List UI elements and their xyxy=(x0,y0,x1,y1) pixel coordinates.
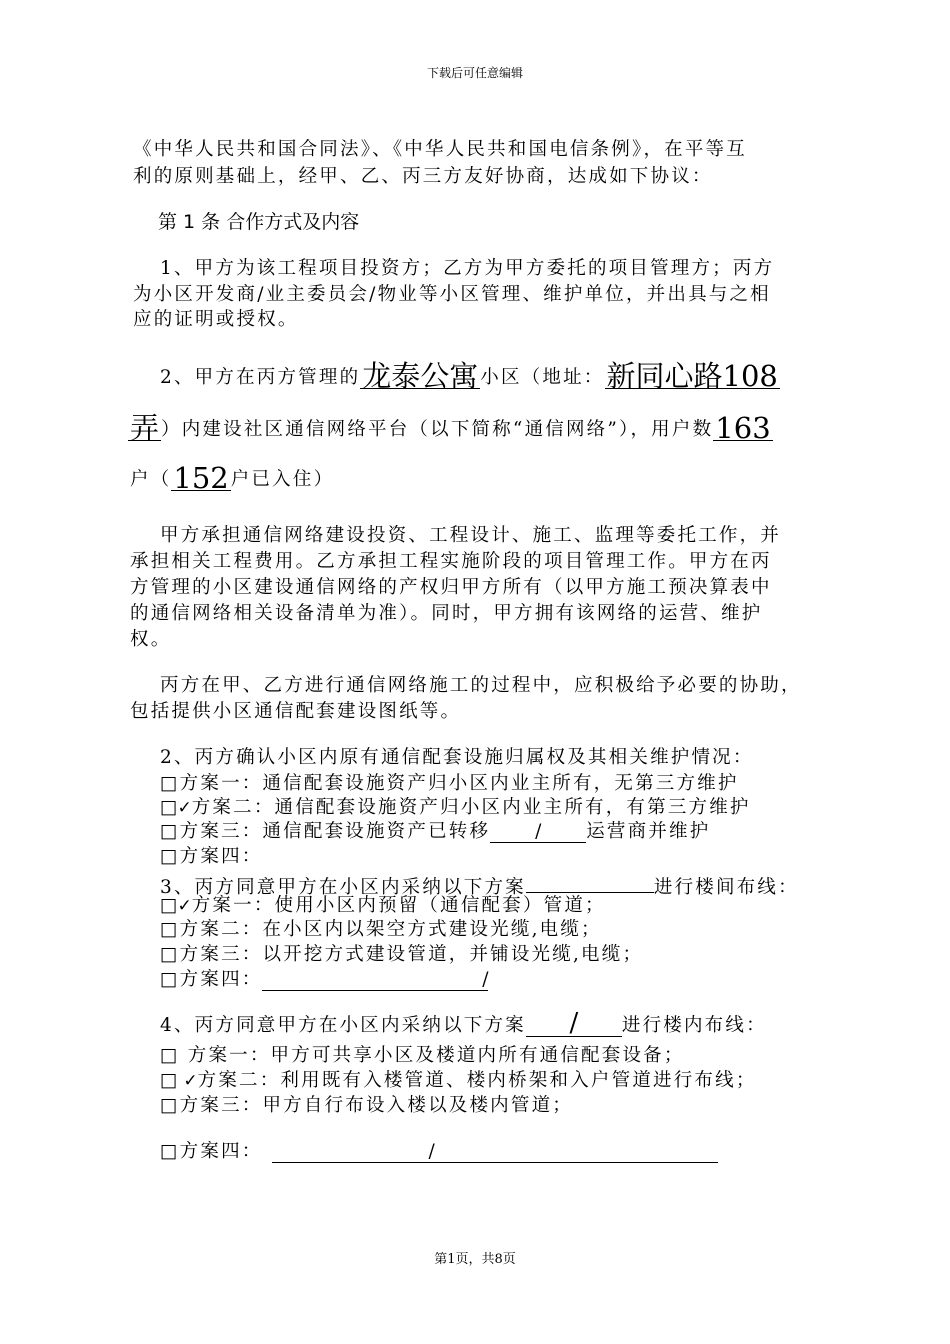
section2-option-4: □方案四： xyxy=(160,846,263,867)
section4-option-3: □方案三：甲方自行布设入楼以及楼内管道； xyxy=(160,1095,573,1116)
section3-option-4-text: □方案四： xyxy=(160,969,263,990)
page-footer: 第1页，共8页 xyxy=(434,1252,516,1267)
section3-title-pre: 3、丙方同意甲方在小区内采纳以下方案 xyxy=(160,877,526,898)
item2-prefix: 2、甲方在丙方管理的 xyxy=(160,367,361,388)
section2-option-2-text: 方案二：通信配套设施资产归小区内业主所有，有第三方维护 xyxy=(191,797,751,818)
section2-option-3-pre: □方案三：通信配套设施资产已转移 xyxy=(160,821,491,842)
occupied-count: 152 xyxy=(173,461,229,495)
item2-line-3 xyxy=(130,461,335,495)
intro-line-2: 利的原则基础上，经甲、乙、丙三方友好协商，达成如下协议： xyxy=(133,166,713,187)
section4-option-2-text: 方案二：利用既有入楼管道、楼内桥架和入户管道进行布线； xyxy=(197,1070,757,1091)
household-count: 163 xyxy=(715,411,771,445)
section3-option-2: □方案二：在小区内以架空方式建设光缆,电缆； xyxy=(160,919,602,940)
item1-line-3: 应的证明或授权。 xyxy=(133,309,299,330)
section4-title xyxy=(160,1008,767,1041)
para-b-line-1: 丙方在甲、乙方进行通信网络施工的过程中，应积极给予必要的协助， xyxy=(160,675,802,696)
section4-title-post: 进行楼内布线： xyxy=(621,1015,767,1036)
item2-line-1 xyxy=(160,359,780,393)
checkmark-icon: ✓ xyxy=(177,798,192,818)
item1-line-1: 1、甲方为该工程项目投资方；乙方为甲方委托的项目管理方；丙方 xyxy=(160,258,775,279)
section4-title-pre: 4、丙方同意甲方在小区内采纳以下方案 xyxy=(160,1015,526,1036)
community-name: 龙泰公寓 xyxy=(362,359,479,393)
section4-option-1: □ 方案一：甲方可共享小区及楼道内所有通信配套设备； xyxy=(160,1045,685,1066)
article-1-title: 第 1 条 合作方式及内容 xyxy=(158,211,360,233)
checkbox-icon: □ xyxy=(160,1070,178,1091)
section4-option-4 xyxy=(160,1140,718,1164)
section2-option-3-post: 运营商并维护 xyxy=(586,821,711,842)
para-a-line-4: 的通信网络相关设备清单为准）。同时，甲方拥有该网络的运营、维护 xyxy=(130,603,763,624)
section4-option-2 xyxy=(160,1069,757,1093)
section4-option-4-blank xyxy=(272,1140,718,1163)
section3-title-post: 进行楼间布线： xyxy=(653,877,799,898)
section3-option-4 xyxy=(160,968,488,992)
address-value: 新同心路108 xyxy=(606,359,778,393)
section3-option-1-text: 方案一：使用小区内预留（通信配套）管道； xyxy=(191,895,606,916)
operator-blank: / xyxy=(490,820,586,843)
section4-option-4-text: □方案四： xyxy=(160,1141,263,1162)
section2-title: 2、丙方确认小区内原有通信配套设施归属权及其相关维护情况： xyxy=(160,747,754,768)
para-a-line-2: 承担相关工程费用。乙方承担工程实施阶段的项目管理工作。甲方在丙 xyxy=(130,551,772,572)
para-b-line-2: 包括提供小区通信配套建设图纸等。 xyxy=(130,701,462,722)
section4-option-4-fill: / xyxy=(428,1141,435,1162)
item2-mid2: ）内建设社区通信网络平台（以下简称“通信网络”），用户数 xyxy=(161,419,714,440)
item2-unit: 户（ xyxy=(130,469,172,490)
checkbox-icon: □ xyxy=(160,797,178,818)
page-header: 下载后可任意编辑 xyxy=(426,66,523,80)
section3-option-3: □方案三：以开挖方式建设管道，并铺设光缆,电缆； xyxy=(160,944,644,965)
checkmark-icon: ✓ xyxy=(177,896,192,916)
checkmark-icon: ✓ xyxy=(183,1071,198,1091)
item2-mid1: 小区（地址： xyxy=(480,367,605,388)
section3-option-4-blank: / xyxy=(262,968,488,991)
para-a-line-5: 权。 xyxy=(130,629,172,650)
item2-suffix: 户已入住） xyxy=(230,469,335,490)
para-a-line-1: 甲方承担通信网络建设投资、工程设计、施工、监理等委托工作，并 xyxy=(160,525,782,546)
item2-line-2 xyxy=(128,411,773,445)
item1-line-2: 为小区开发商/业主委员会/物业等小区管理、维护单位，并出具与之相 xyxy=(133,284,771,305)
section3-option-1 xyxy=(160,894,606,918)
address-value-cont: 弄 xyxy=(130,411,160,445)
checkbox-icon: □ xyxy=(160,895,178,916)
section2-option-3 xyxy=(160,820,710,844)
section3-plan-blank xyxy=(526,870,654,893)
section2-option-2 xyxy=(160,796,751,820)
intro-line-1: 《中华人民共和国合同法》、《中华人民共和国电信条例》，在平等互 xyxy=(133,139,747,160)
section4-plan-blank: / xyxy=(526,1008,622,1037)
section2-option-1: □方案一：通信配套设施资产归小区内业主所有，无第三方维护 xyxy=(160,773,739,794)
para-a-line-3: 方管理的小区建设通信网络的产权归甲方所有（以甲方施工预决算表中 xyxy=(130,577,772,598)
